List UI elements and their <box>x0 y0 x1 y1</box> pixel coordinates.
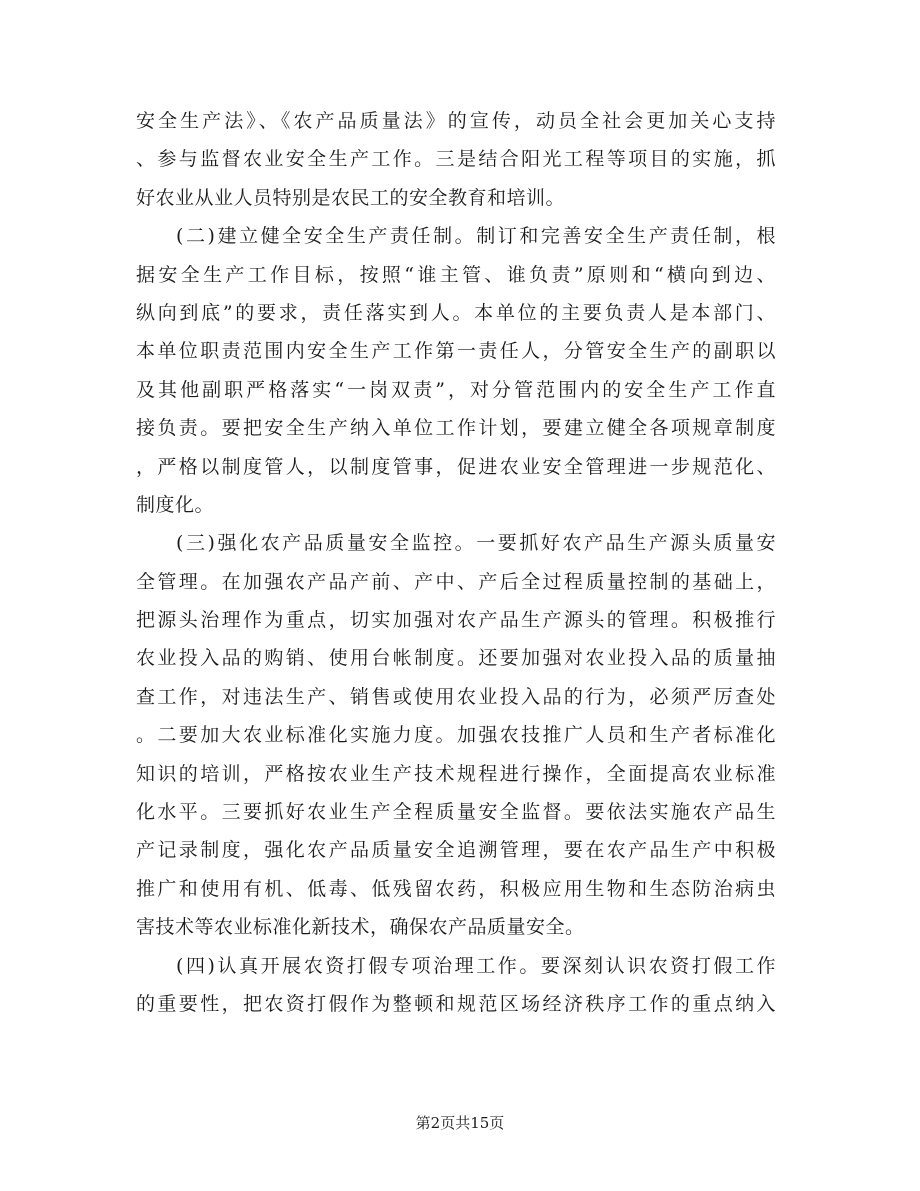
text-line: (四)认真开展农资打假专项治理工作。要深刻认识农资打假工作 <box>176 954 776 977</box>
paragraph-section-3 <box>136 524 776 946</box>
text-line: 本单位职责范围内安全生产工作第一责任人，分管安全生产的副职以 <box>136 340 776 363</box>
text-line: 化水平。三要抓好农业生产全程质量安全监督。要依法实施农产品生 <box>136 801 776 824</box>
text-line: (二)建立健全安全生产责任制。制订和完善安全生产责任制，根 <box>176 225 776 248</box>
text-line: 知识的培训，严格按农业生产技术规程进行操作，全面提高农业标准 <box>136 762 776 785</box>
text-line: (三)强化农产品质量安全监控。一要抓好农产品生产源头质量安 <box>176 532 776 555</box>
text-line: 安全生产法》、《农产品质量法》的宣传，动员全社会更加关心支持 <box>136 110 776 132</box>
paragraph-section-2 <box>136 217 776 524</box>
text-line: 全管理。在加强农产品产前、产中、产后全过程质量控制的基础上， <box>136 570 776 593</box>
text-line: 查工作，对违法生产、销售或使用农业投入品的行为，必须严厉查处 <box>136 685 776 708</box>
text-line: 纵向到底”的要求，责任落实到人。本单位的主要负责人是本部门、 <box>136 301 776 324</box>
text-line: 产记录制度，强化农产品质量安全追溯管理，要在农产品生产中积极 <box>136 839 776 862</box>
text-line: 制度化。 <box>136 493 215 516</box>
text-line: 把源头治理作为重点，切实加强对农产品生产源头的管理。积极推行 <box>136 609 776 632</box>
text-line: 的重要性，把农资打假作为整顿和规范区场经济秩序工作的重点纳入 <box>136 992 776 1015</box>
text-line: 据安全生产工作目标，按照“谁主管、谁负责”原则和“横向到边、 <box>136 263 776 286</box>
paragraph-section-4 <box>136 947 776 1024</box>
text-line: 好农业从业人员特别是农民工的安全教育和培训。 <box>136 186 566 209</box>
page-number-footer: 第2页共15页 <box>415 1114 505 1132</box>
text-line: 农业投入品的购销、使用台帐制度。还要加强对农业投入品的质量抽 <box>136 647 776 670</box>
text-line: 及其他副职严格落实“一岗双责”，对分管范围内的安全生产工作直 <box>136 378 776 401</box>
text-line: 接负责。要把安全生产纳入单位工作计划，要建立健全各项规章制度 <box>136 417 776 440</box>
document-body <box>136 102 776 1023</box>
paragraph-continuation <box>136 102 776 217</box>
text-line: 、参与监督农业安全生产工作。三是结合阳光工程等项目的实施，抓 <box>136 148 776 171</box>
text-line: 推广和使用有机、低毒、低残留农药，积极应用生物和生态防治病虫 <box>136 877 776 900</box>
text-line: ，严格以制度管人，以制度管事，促进农业安全管理进一步规范化、 <box>136 455 776 478</box>
text-line: 害技术等农业标准化新技术，确保农产品质量安全。 <box>136 916 585 939</box>
text-line: 。二要加大农业标准化实施力度。加强农技推广人员和生产者标准化 <box>136 724 776 747</box>
